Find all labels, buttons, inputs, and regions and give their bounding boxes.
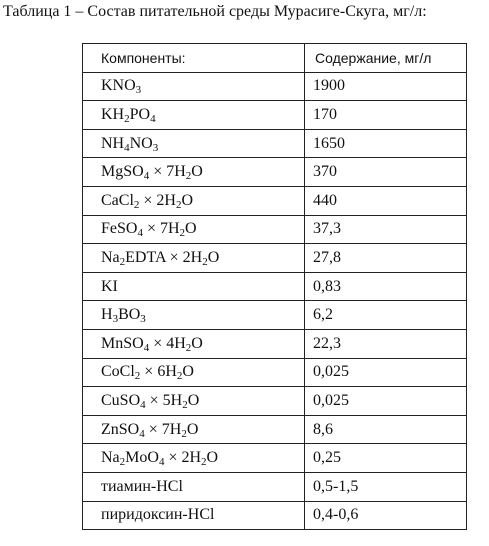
formula-text: O (207, 248, 220, 266)
formula-text: O (191, 163, 203, 181)
formula-text: Na (101, 248, 120, 266)
table-row (83, 244, 467, 273)
formula-subscript: 2 (181, 427, 187, 440)
content-value-cell: 0,025 (305, 387, 467, 416)
formula-subscript: 2 (201, 456, 207, 469)
formula-text: O (186, 420, 199, 438)
content-value-cell: 370 (305, 158, 467, 187)
formula-text: NH (101, 134, 125, 152)
formula-subscript: 2 (179, 227, 186, 240)
formula-subscript: 4 (150, 112, 156, 125)
formula-text: × 2H (164, 449, 202, 467)
content-value-cell: 6,2 (305, 301, 467, 330)
formula-text: O (206, 449, 219, 467)
formula-subscript: 2 (119, 456, 126, 469)
formula-subscript: 4 (140, 398, 146, 411)
table-row (83, 158, 467, 187)
component-cell (83, 444, 305, 473)
component-cell (83, 215, 305, 244)
formula-subscript: 3 (140, 313, 146, 326)
formula-subscript: 2 (202, 255, 208, 268)
table-row (83, 387, 467, 416)
formula-text: × 7H (149, 163, 186, 181)
formula-text: EDTA × 2H (125, 248, 203, 266)
component-cell (83, 158, 305, 187)
formula-subscript: 2 (176, 370, 183, 383)
formula-text: × 7H (144, 420, 182, 438)
formula-text: CaCl (101, 191, 134, 209)
formula-text: NO (129, 134, 153, 152)
medium-composition-table (82, 43, 467, 530)
table-caption: Таблица 1 – Состав питательной среды Мурасиге-Скуга, мг/л: (3, 3, 427, 20)
component-cell (83, 387, 305, 416)
formula-text: × 4H (149, 334, 186, 352)
formula-text: пиридоксин-HCl (101, 506, 215, 524)
content-value-cell: 0,5-1,5 (305, 472, 467, 501)
table-row (83, 215, 467, 244)
formula-subscript: 4 (137, 227, 143, 240)
formula-subscript: 3 (135, 84, 142, 97)
component-cell (83, 301, 305, 330)
content-value-cell: 170 (305, 101, 467, 130)
component-cell (83, 101, 305, 130)
table-body (83, 72, 467, 530)
formula-text: BO (118, 306, 141, 324)
content-value-cell: 27,8 (305, 244, 467, 273)
formula-subscript: 4 (124, 141, 130, 154)
content-value-cell: 440 (305, 186, 467, 215)
formula-text: O (191, 334, 203, 352)
component-cell (83, 186, 305, 215)
formula-text: O (187, 391, 200, 409)
component-cell (83, 244, 305, 273)
formula-subscript: 2 (124, 112, 130, 125)
content-value-cell: 0,83 (305, 272, 467, 301)
formula-subscript: 2 (119, 255, 126, 268)
component-cell (83, 129, 305, 158)
formula-subscript: 2 (133, 198, 140, 211)
formula-text: тиамин-HCl (101, 477, 183, 495)
formula-text: × 2H (139, 191, 176, 209)
component-cell (83, 72, 305, 101)
content-value-cell: 37,3 (305, 215, 467, 244)
formula-text: ZnSO (101, 420, 140, 438)
component-cell (83, 472, 305, 501)
header-content: Содержание, мг/л (305, 44, 467, 73)
table-row (83, 301, 467, 330)
formula-subscript: 2 (185, 341, 192, 354)
component-cell (83, 501, 305, 530)
table-row (83, 472, 467, 501)
formula-text: × 5H (145, 391, 183, 409)
table-row (83, 358, 467, 387)
content-value-cell: 22,3 (305, 329, 467, 358)
formula-subscript: 2 (185, 170, 192, 183)
formula-subscript: 4 (143, 341, 150, 354)
formula-text: O (185, 220, 197, 238)
formula-text: MoO (125, 449, 159, 467)
content-value-cell: 0,25 (305, 444, 467, 473)
table-row (83, 501, 467, 530)
formula-subscript: 3 (152, 141, 159, 154)
formula-text: FeSO (101, 220, 138, 238)
formula-subscript: 3 (112, 313, 119, 326)
formula-text: × 7H (142, 220, 180, 238)
table-row (83, 415, 467, 444)
content-value-cell: 8,6 (305, 415, 467, 444)
formula-text: KNO (101, 77, 136, 95)
table-row (83, 101, 467, 130)
component-cell (83, 329, 305, 358)
formula-text: KI (101, 277, 118, 295)
component-cell (83, 358, 305, 387)
formula-text: CoCl (101, 363, 135, 381)
table-row (83, 272, 467, 301)
component-cell (83, 415, 305, 444)
formula-text: O (182, 363, 194, 381)
content-value-cell: 1650 (305, 129, 467, 158)
table-row (83, 186, 467, 215)
content-value-cell: 1900 (305, 72, 467, 101)
formula-subscript: 2 (175, 198, 182, 211)
formula-text: H (101, 306, 113, 324)
formula-text: KH (101, 105, 125, 123)
formula-subscript: 4 (158, 456, 165, 469)
component-cell (83, 272, 305, 301)
table-row (83, 129, 467, 158)
formula-text: CuSO (101, 391, 141, 409)
content-value-cell: 0,4-0,6 (305, 501, 467, 530)
formula-subscript: 2 (134, 370, 141, 383)
formula-text: MgSO (101, 163, 144, 181)
formula-text: × 6H (140, 363, 177, 381)
table-row (83, 444, 467, 473)
formula-subscript: 4 (143, 170, 150, 183)
table-header-row (83, 44, 467, 73)
formula-subscript: 4 (139, 427, 145, 440)
formula-subscript: 2 (182, 398, 188, 411)
header-components: Компоненты: (83, 44, 305, 73)
table-row (83, 329, 467, 358)
formula-text: Na (101, 449, 120, 467)
formula-text: O (181, 191, 194, 209)
content-value-cell: 0,025 (305, 358, 467, 387)
formula-text: MnSO (101, 334, 144, 352)
table-row (83, 72, 467, 101)
formula-text: PO (129, 105, 151, 123)
